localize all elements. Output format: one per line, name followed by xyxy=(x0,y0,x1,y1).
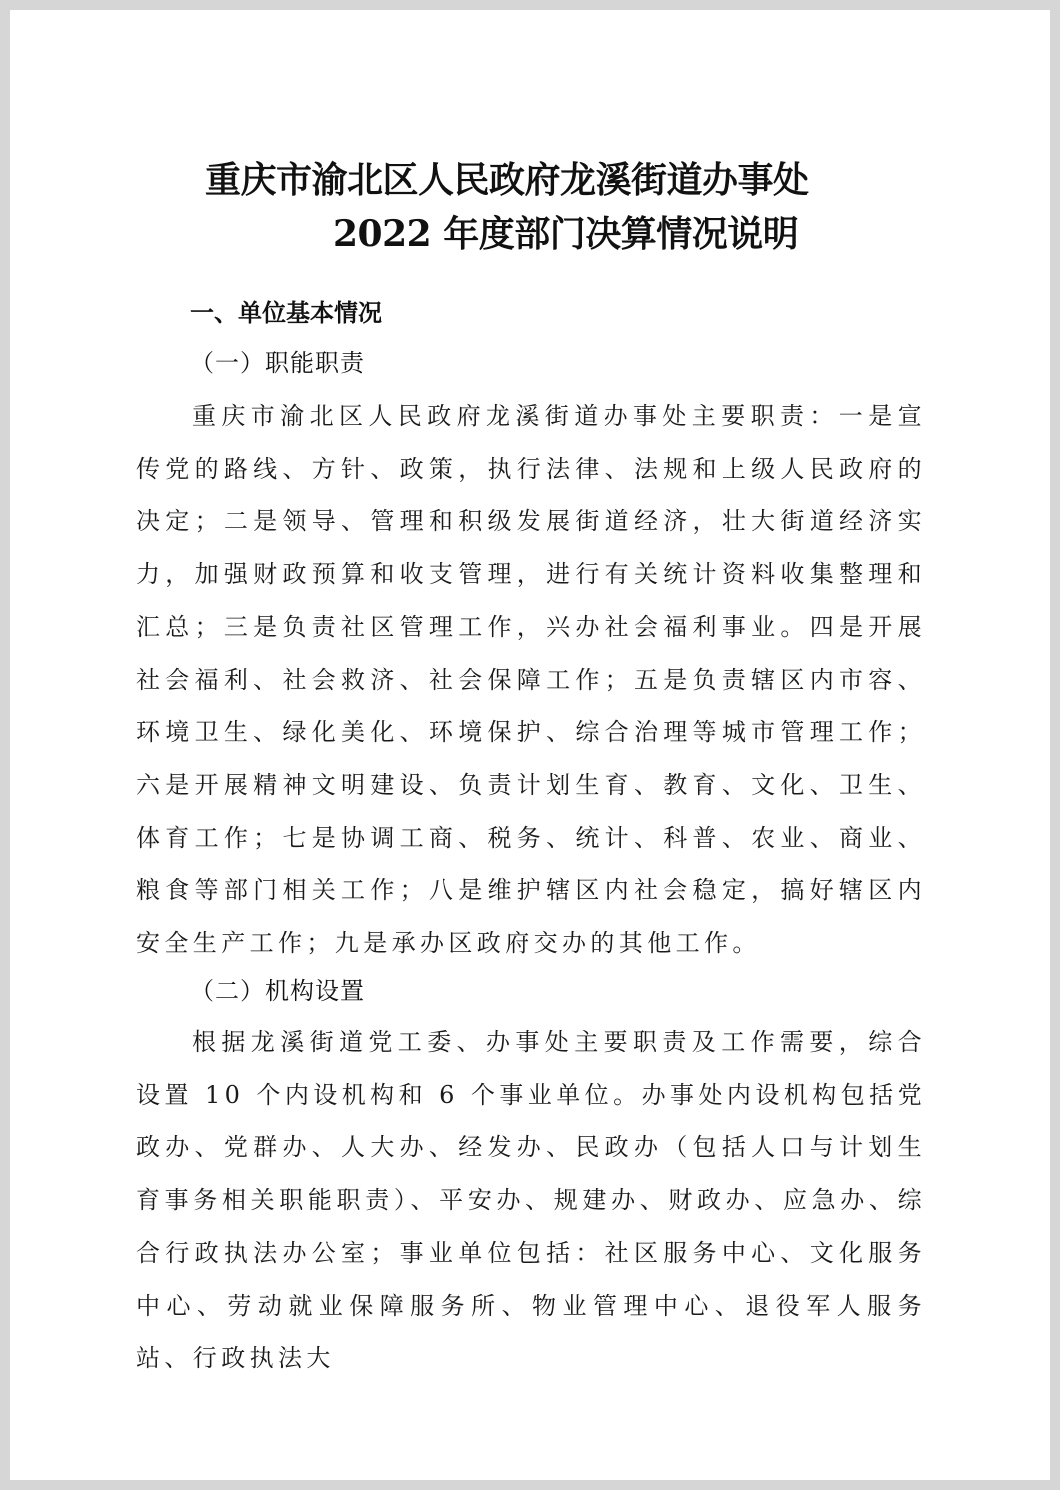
document-page xyxy=(10,10,1050,1480)
paragraph-organization: 根据龙溪街道党工委、办事处主要职责及工作需要，综合设置 10 个内设机构和 6 个事业单位。办事处内设机构包括党政办、党群办、人大办、经发办、民政办（包括人口与计划生育事务相关职能职责）、平安办、规建办、财政办、应急办、综合行政执法办公室；事业单位包括：社区服务中心、文化服务中心、劳动就业保障服务所、物业管理中心、退役军人服务站、行政执法大 xyxy=(136,1028,926,1373)
paragraph-functions: 重庆市渝北区人民政府龙溪街道办事处主要职责：一是宣传党的路线、方针、政策，执行法律、法规和上级人民政府的决定；二是领导、管理和积级发展街道经济，壮大街道经济实力，加强财政预算和收支管理，进行有关统计资料收集整理和汇总；三是负责社区管理工作，兴办社会福利事业。四是开展社会福利、社会救济、社会保障工作；五是负责辖区内市容、环境卫生、绿化美化、环境保护、综合治理等城市管理工作；六是开展精神文明建设、负责计划生育、教育、文化、卫生、体育工作；七是协调工商、税务、统计、科普、农业、商业、粮食等部门相关工作；八是维护辖区内社会稳定，搞好辖区内安全生产工作；九是承办区政府交办的其他工作。 xyxy=(136,402,926,958)
subsection-heading-organization: （二）机构设置 xyxy=(190,977,365,1005)
subsection-heading-functions: （一）职能职责 xyxy=(190,349,365,377)
document-title-line-2: 2022 年度部门决算情况说明 xyxy=(333,213,799,255)
document-title-line-1: 重庆市渝北区人民政府龙溪街道办事处 xyxy=(205,159,809,201)
section-heading-unit-info: 一、单位基本情况 xyxy=(190,299,382,327)
